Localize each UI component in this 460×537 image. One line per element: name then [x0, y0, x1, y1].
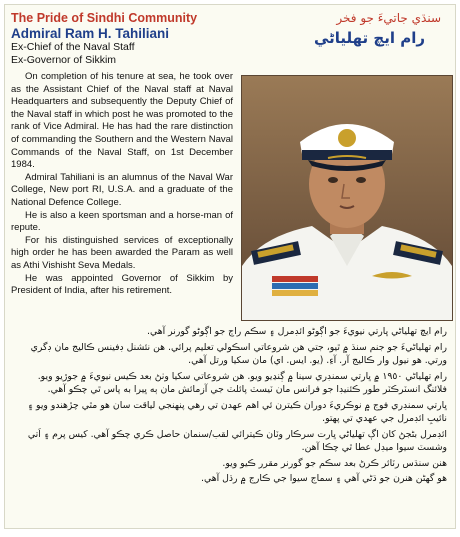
portrait-photo [241, 75, 453, 321]
sindhi-paragraph: رام تهلياڻي ١٩٥٠ ۾ ڀارتي سمنڊري سينا ۾ ڳنڍيو ويو. هن شروعاتي سکيا وٺڻ بعد ڪيس نيويءَ ۾ جوڙيو ويو. فلائنگ انسٽرڪٽر طور ڪئنيڊا جو فرانس مان ٽيسٽ پائلٽ جي آزمائش مان ٻه ڀيرا به پاس ٿي چڪو آهي. [37, 370, 447, 395]
community-heading: The Pride of Sindhi Community [11, 11, 198, 25]
header-english [11, 11, 197, 67]
bio-paragraph: On completion of his tenure at sea, he took over as the Assistant Chief of the Naval staff at Naval Headquarters and subsequently the Deputy Chief of the Naval staff in which post he was promoted to the rank of Vice Admiral. He has had the rare distinction of commanding the Southern and the Western Naval Commands of the Naval Staff, on 1st December 1984. [11, 71, 233, 171]
sindhi-paragraph: هو گهڻن هنرن جو ڌڻي آهي ۽ سماج سيوا جي ڪارج ۾ رڌل آهي. [201, 473, 447, 484]
portrait-illustration [242, 76, 452, 320]
sindhi-paragraph: رام ايچ تهلياڻي ڀارتي نيويءَ جو اڳوڻو ائڊمرل ۽ سڪم راڄ جو اڳوڻو گورنر آهي. [146, 326, 447, 337]
role-line: Ex-Governor of Sikkim [11, 54, 117, 66]
sindhi-paragraph: ائڊمرل بڻجڻ کان اڳ تهلياڻي ڀارت سرڪار وٽان ڪيترائي لقب/سنمان حاصل ڪري چڪو آهي. کيس پرم ۽ اَتي وشسٽ سيوا ميڊل عطا ٿي چڪا آهن. [27, 428, 447, 453]
sindhi-paragraph: ڀارتي سمنڊري فوج ۾ نوڪريءَ دوران ڪيترن ئي اهم عهدن تي رهي پنهنجي لياقت سان هو مٿي چڙهندو ويو ۽ نائيبِ ائڊمرل جي عهدي تي پهتو. [27, 399, 447, 424]
role-line: Ex-Chief of the Naval Staff [11, 41, 135, 53]
bio-paragraph: For his distinguished services of exceptionally high order he has been awarded the Param as well as Athi Vishisht Seva Medals. [11, 234, 233, 271]
sindhi-person-name: رام ايچ تهلياڻي [313, 29, 425, 47]
bio-paragraph: Admiral Tahiliani is an alumnus of the Naval War College, New port RI, U.S.A. and a graduate of the National Defence College. [11, 171, 233, 208]
english-biography [11, 71, 233, 298]
sindhi-paragraph: رام تهلياڻيءَ جو جنم سنڌ ۾ ٿيو، جتي هن شروعاتي اسڪولي تعليم پرائي. هن نئشنل ڊفينس ڪاليج مان ڊگري ورتي. هو نيول وار ڪاليج آر. آءِ. (يو. ايس. اي) مان سکيا ورتل آهي. [30, 341, 447, 366]
sindhi-biography [17, 325, 447, 488]
magazine-page [4, 4, 456, 529]
bio-paragraph: He is also a keen sportsman and a horse-man of repute. [11, 209, 233, 234]
bio-paragraph: He was appointed Governor of Sikkim by President of India, after his retirement. [11, 272, 233, 297]
person-name: Admiral Ram H. Tahiliani [11, 26, 170, 41]
sindhi-heading: سنڌي جاتيءَ جو فخر [336, 11, 441, 25]
sindhi-paragraph: هنن سنڌس رٽائر ڪرڻ بعد سڪم جو گورنر مقرر ڪيو ويو. [222, 457, 447, 469]
